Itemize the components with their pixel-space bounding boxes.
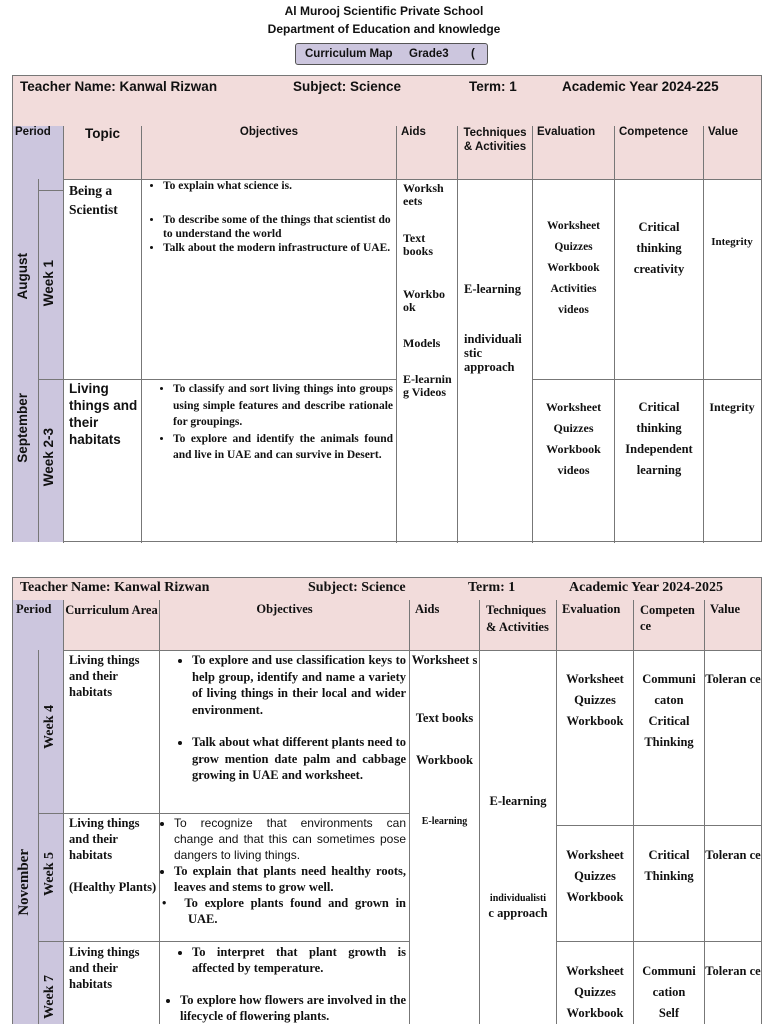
curriculum-map-badge [295,43,488,65]
table1-row1-competence: Critical thinking creativity [633,220,685,276]
table1-col-period: Period [15,126,51,138]
table1-techniques: E-learning individuali stic approach [464,282,522,374]
curriculum-table-1 [12,75,762,543]
table1-row2-competence: Critical thinking Independent learning [625,400,693,477]
objective-item: • To explain what science is. [163,179,393,193]
table1-row1-evaluation: Worksheet Quizzes Workbook Activities videos [546,220,601,316]
table2-col-value: Value [710,602,741,616]
table1-col-aids: Aids [401,126,426,138]
school-name: Al Murooj Scientific Private School [284,4,484,18]
table2-teacher: Teacher Name: Kanwal Rizwan [20,580,210,595]
table1-row1-value: Integrity [711,236,753,248]
table2-col-objectives: Objectives [256,602,313,616]
table1-teacher: Teacher Name: Kanwal Rizwan [20,79,218,94]
table2-row2-area: Living things and their habitats (Healthy Plants) [69,816,157,894]
table1-row2-evaluation: Worksheet Quizzes Workbook videos [545,400,602,477]
table2-row2-objectives [162,815,406,927]
table2-row3-area: Living things and their habitats [69,945,140,991]
table2-term: Term: 1 [468,580,516,595]
table2-row1-evaluation: Worksheet Quizzes Workbook [566,672,624,728]
objective-item: • Talk about what different plants need to grow mention date palm and cabbage growing in UAE and worksheet. [192,734,406,784]
table1-subject: Subject: Science [293,79,402,94]
table2-techniques: E-learning individualisti c approach [488,794,548,920]
table2-year: Academic Year 2024-2025 [569,580,723,595]
table2-row1-competence: Communi caton Critical Thinking [642,672,696,749]
curriculum-map-label: Curriculum Map [305,48,393,60]
table2-row3-objectives [162,944,406,1024]
table1-row2-objectives [145,381,393,464]
table1-row1-topic: Being a Scientist [69,183,118,217]
table2-row1-objectives [162,652,406,784]
curriculum-table-2 [12,577,762,1024]
objective-item: • To recognize that environments can change and that this can sometimes pose dangers to living things. [174,815,406,863]
objective-item: • To explore and use classification keys to help group, identify and name a variety of living things in their local and wider environment. [192,652,406,718]
table2-col-techniques: Techniques & Activities [486,603,549,634]
objective-item: • To interpret that plant growth is affected by temperature. [192,944,406,976]
table2-row1-value: Toleran ce [705,672,761,686]
objective-item: • To explore plants found and grown in UAE. [162,896,406,926]
table1-row2-value: Integrity [709,400,755,414]
table2-row1-area: Living things and their habitats [69,653,140,699]
month-september: September [15,393,30,463]
objective-item: • Talk about the modern infrastructure of UAE. [163,241,393,255]
table2-row2-value: Toleran ce [705,848,761,862]
paren-mark: ( [471,48,475,60]
table2-row3-competence: Communi cation Self [642,964,696,1020]
table1-col-topic: Topic [85,126,120,141]
month-november: November [16,849,32,916]
table1-info-row [12,75,762,128]
week-2-3-label: Week 2-3 [41,428,56,487]
table1-col-objectives: Objectives [239,126,299,138]
table2-subject: Subject: Science [308,580,406,595]
table2-col-competence: Competen ce [640,603,695,633]
objective-item: • To describe some of the things that scientist do to understand the world [163,213,393,241]
month-august: August [15,253,30,300]
table1-aids: Worksh eets Text books Workbo ok Models E-learnin g Videos [403,181,452,399]
table2-col-area: Curriculum Area [65,603,158,617]
table2-info-row [12,577,762,601]
table1-row2-topic: Living things and their habitats [69,381,138,447]
objective-item: • To classify and sort living things into groups using simple features and describe rationale for groupings. [173,381,393,431]
week-7-label: Week 7 [42,975,57,1019]
table2-row3-evaluation: Worksheet Quizzes Workbook [566,964,624,1020]
table1-col-evaluation: Evaluation [537,126,596,138]
department-name: Department of Education and knowledge [267,22,501,36]
week-1-label: Week 1 [41,260,56,307]
grade-label: Grade3 [409,48,449,60]
table1-col-value: Value [708,126,739,138]
table2-row2-evaluation: Worksheet Quizzes Workbook [566,848,624,904]
table2-col-evaluation: Evaluation [562,602,621,616]
objective-item: • To explore and identify the animals found and live in UAE and can survive in Desert. [173,431,393,464]
table2-col-aids: Aids [415,602,440,616]
table1-col-techniques: Techniques & Activities [463,127,527,153]
table2-aids: Worksheet s Text books Workbook E-learning [411,653,478,827]
table2-col-period: Period [16,602,52,616]
table1-term: Term: 1 [469,79,517,94]
week-4-label: Week 4 [42,705,57,749]
objective-item: • To explain that plants need healthy roots, leaves and stems to grow well. [174,863,406,895]
table1-row1-objectives [145,179,393,255]
objective-item: • To explore how flowers are involved in the lifecycle of flowering plants. [180,992,406,1024]
table2-row3-value: Toleran ce [705,964,761,978]
table2-row2-competence: Critical Thinking [644,848,694,883]
week-5-label: Week 5 [42,852,57,896]
table1-year: Academic Year 2024-225 [562,79,719,94]
table1-col-competence: Competence [619,126,689,138]
